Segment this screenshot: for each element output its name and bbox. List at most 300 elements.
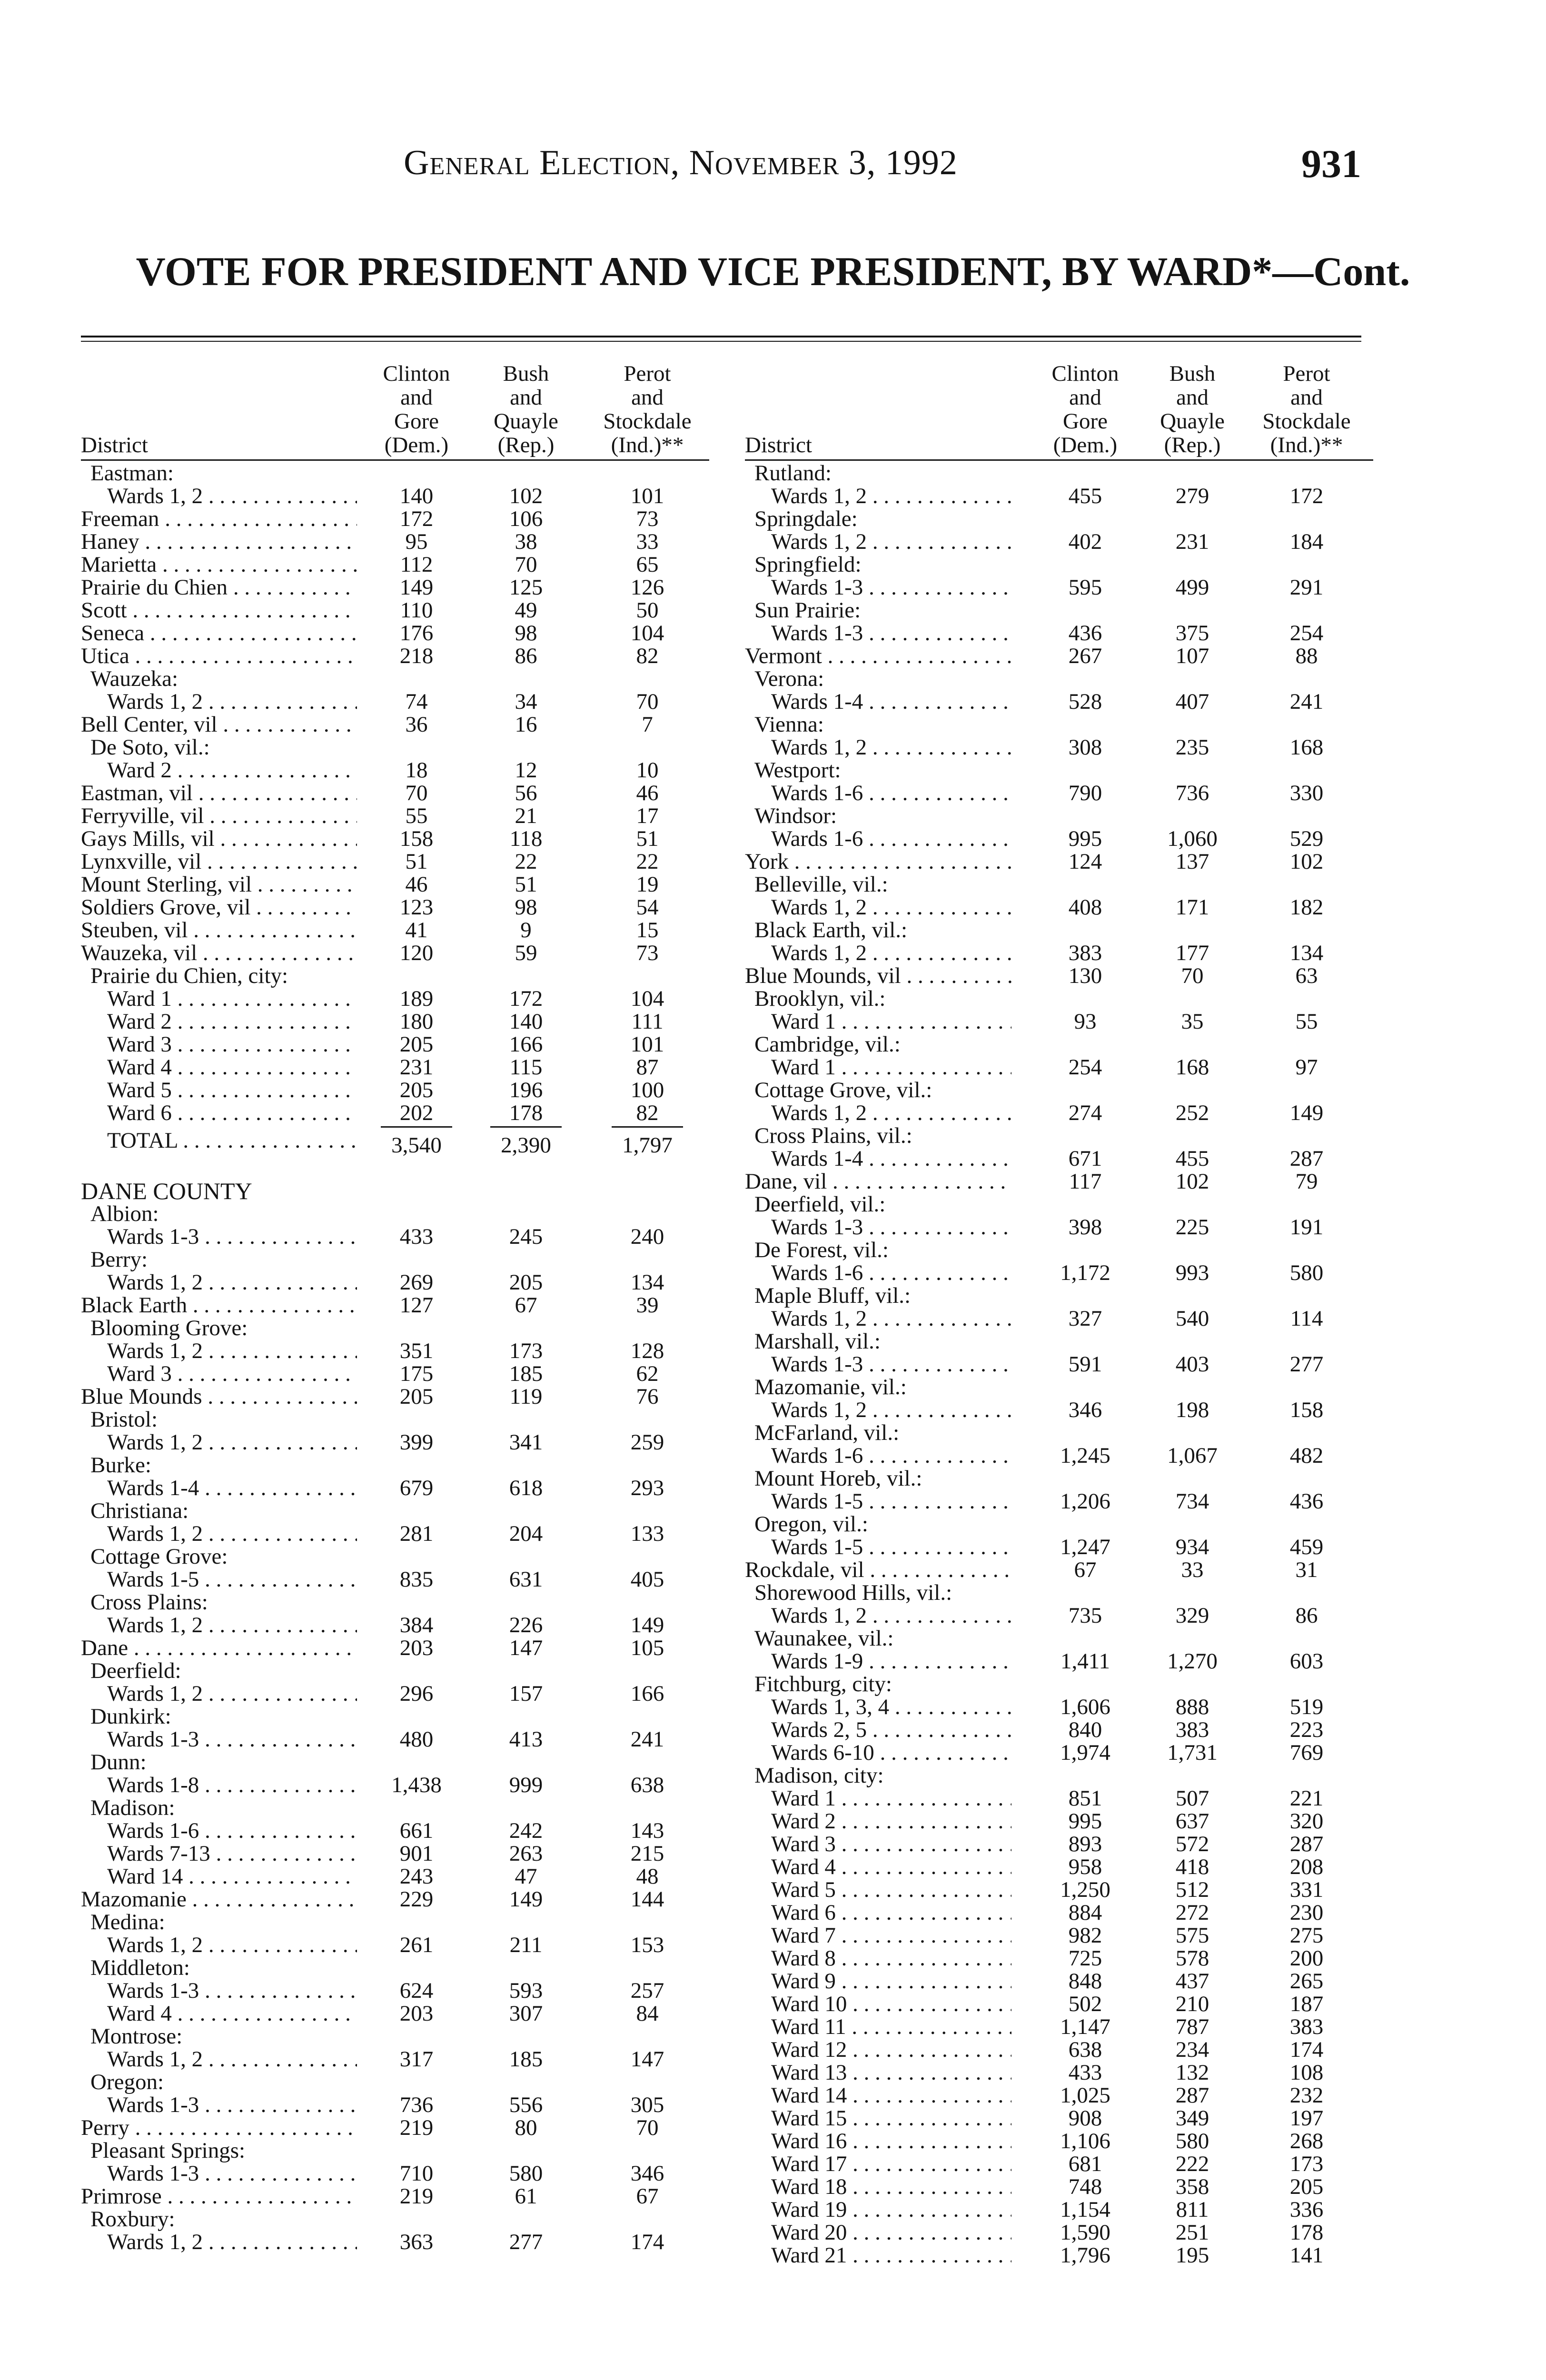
bush-quayle-value: 185	[509, 2047, 543, 2072]
total-rule	[612, 1126, 683, 1128]
ward-label: Ward 2 . . .	[745, 1810, 1011, 1833]
bush-quayle-value: 349	[1175, 2106, 1209, 2131]
perot-stockdale-value: 208	[1289, 1854, 1324, 1879]
perot-stockdale-value: 126	[630, 575, 664, 600]
ward-label: Scott . . .	[81, 599, 357, 622]
perot-stockdale-value: 97	[1295, 1055, 1318, 1080]
table-row	[81, 1751, 709, 1796]
table-row	[81, 1317, 709, 1362]
table-row	[81, 1911, 709, 1956]
district-name: Bristol:	[90, 1407, 158, 1432]
table-row	[745, 1993, 1373, 2015]
clinton-gore-value: 41	[405, 918, 428, 942]
perot-stockdale-value: 82	[636, 644, 659, 668]
ward-label: Wards 1-3 . . .	[81, 1728, 357, 1751]
clinton-gore-value: 317	[399, 2047, 434, 2072]
bush-quayle-value: 35	[1181, 1009, 1204, 1034]
ward-label: Wards 1-3 . . .	[81, 2093, 357, 2116]
clinton-gore-value: 399	[399, 1430, 434, 1455]
bush-quayle-value: 307	[509, 2001, 543, 2026]
district-name: Vienna:	[754, 712, 824, 737]
clinton-gore-value: 351	[399, 1339, 434, 1363]
ward-label: Wards 1, 2 . . .	[81, 1339, 357, 1362]
table-row	[745, 645, 1373, 667]
bush-quayle-value: 507	[1175, 1786, 1209, 1811]
table-row	[81, 736, 709, 782]
ward-label: Wards 1, 2 . . .	[745, 736, 1011, 759]
ward-label: Wards 1, 2 . . .	[745, 485, 1011, 507]
clinton-gore-value: 790	[1068, 781, 1102, 805]
ward-label: Bell Center, vil . . .	[81, 713, 357, 736]
ward-label: Wards 1, 2 . . .	[81, 1934, 357, 1956]
perot-stockdale-value: 144	[630, 1887, 664, 1912]
perot-stockdale-value: 178	[1289, 2220, 1324, 2245]
perot-stockdale-value: 277	[1289, 1352, 1324, 1377]
ward-label: Mazomanie . . .	[81, 1888, 357, 1911]
district-name: Brooklyn, vil.:	[754, 986, 886, 1011]
ward-label: Ward 21 . . .	[745, 2244, 1011, 2267]
perot-stockdale-value: 405	[630, 1567, 664, 1592]
ward-label: Eastman, vil . . .	[81, 782, 357, 804]
ward-label: Ward 3 . . .	[81, 1362, 357, 1385]
clinton-gore-value: 624	[399, 1978, 434, 2003]
ward-label: Wards 1, 2 . . .	[745, 1307, 1011, 1330]
ward-label: Black Earth . . .	[81, 1294, 357, 1317]
clinton-gore-value: 638	[1068, 2037, 1102, 2062]
table-row	[81, 507, 709, 530]
table-row	[81, 1248, 709, 1294]
left-header	[81, 343, 709, 457]
ward-label: Wards 1-4 . . .	[745, 690, 1011, 713]
perot-stockdale-value: 147	[630, 2047, 664, 2072]
ward-label: Wards 1, 2 . . .	[81, 1271, 357, 1294]
bush-quayle-value: 403	[1175, 1352, 1209, 1377]
total-row	[81, 1129, 709, 1162]
perot-stockdale-value: 143	[630, 1818, 664, 1843]
district-name: Eastman:	[90, 461, 174, 486]
clinton-gore-value: 46	[405, 872, 428, 897]
ward-label: Marietta . . .	[81, 553, 357, 576]
table-row	[745, 599, 1373, 645]
table-row	[81, 1956, 709, 2002]
clinton-gore-value: 205	[399, 1384, 434, 1409]
table-row	[81, 1454, 709, 1499]
bush-quayle-value: 999	[509, 1773, 543, 1797]
clinton-gore-value: 1,411	[1060, 1649, 1110, 1674]
ward-label: Wards 1, 2 . . .	[745, 896, 1011, 919]
perot-stockdale-value: 191	[1289, 1215, 1324, 1240]
bush-quayle-value: 185	[509, 1361, 543, 1386]
bush-quayle-value: 512	[1175, 1877, 1209, 1902]
bush-quayle-value: 242	[509, 1818, 543, 1843]
ward-label: Wards 1-3 . . .	[745, 1216, 1011, 1239]
clinton-gore-value: 502	[1068, 1992, 1102, 2016]
district-name: Maple Bluff, vil.:	[754, 1283, 911, 1308]
ward-label: Wards 1, 2 . . .	[81, 1522, 357, 1545]
clinton-gore-value: 433	[399, 1224, 434, 1249]
bush-quayle-value: 407	[1175, 689, 1209, 714]
perot-stockdale-value: 265	[1289, 1969, 1324, 1993]
table-row	[745, 873, 1373, 919]
perot-stockdale-value: 291	[1289, 575, 1324, 600]
clinton-gore-value: 202	[399, 1101, 434, 1125]
bush-quayle-value: 171	[1175, 895, 1209, 920]
bush-quayle-value: 341	[509, 1430, 543, 1455]
table-row	[745, 2015, 1373, 2038]
clinton-gore-value: 205	[399, 1032, 434, 1057]
table-row	[745, 553, 1373, 599]
table-row	[81, 919, 709, 942]
table-row	[81, 2208, 709, 2253]
table-row	[745, 1467, 1373, 1513]
ward-label: Mount Sterling, vil . . .	[81, 873, 357, 896]
perot-stockdale-value: 259	[630, 1430, 664, 1455]
top-rule-thick	[81, 336, 1361, 337]
perot-stockdale-value: 10	[636, 758, 659, 783]
perot-stockdale-value: 70	[636, 689, 659, 714]
bush-quayle-value: 578	[1175, 1946, 1209, 1971]
perot-stockdale-value: 134	[1289, 941, 1324, 965]
district-name: Waunakee, vil.:	[754, 1626, 894, 1651]
district-name: De Soto, vil.:	[90, 735, 210, 760]
table-row	[81, 1056, 709, 1079]
table-row	[745, 1239, 1373, 1284]
table-row	[745, 1376, 1373, 1421]
table-row	[745, 1741, 1373, 1764]
ward-label: Wards 1, 2 . . .	[81, 1682, 357, 1705]
table-row	[81, 1591, 709, 1636]
perot-stockdale-value: 168	[1289, 735, 1324, 760]
ward-label: Ward 6 . . .	[81, 1101, 357, 1124]
perot-header: Perot and Stockdale (Ind.)**	[603, 361, 692, 457]
district-name: Burke:	[90, 1453, 151, 1478]
table-row	[745, 2152, 1373, 2175]
ward-label: Ward 10 . . .	[745, 1993, 1011, 2015]
table-row	[81, 850, 709, 873]
ward-label: Wauzeka, vil . . .	[81, 942, 357, 964]
clinton-gore-value: 528	[1068, 689, 1102, 714]
clinton-gore-value: 995	[1068, 826, 1102, 851]
district-name: Madison:	[90, 1795, 175, 1820]
ward-label: Ward 2 . . .	[81, 759, 357, 782]
perot-stockdale-value: 230	[1289, 1900, 1324, 1925]
bush-quayle-value: 375	[1175, 621, 1209, 645]
clinton-gore-value: 219	[399, 2115, 434, 2140]
table-row	[81, 576, 709, 599]
district-name: Belleville, vil.:	[754, 872, 888, 897]
perot-stockdale-value: 529	[1289, 826, 1324, 851]
perot-stockdale-value: 232	[1289, 2083, 1324, 2108]
table-row	[81, 462, 709, 507]
clinton-gore-value: 480	[399, 1727, 434, 1752]
bush-quayle-value: 147	[509, 1636, 543, 1660]
table-row	[745, 1833, 1373, 1855]
district-name: Mazomanie, vil.:	[754, 1375, 907, 1399]
clinton-gore-value: 710	[399, 2161, 434, 2186]
table-row	[745, 964, 1373, 987]
table-row	[745, 713, 1373, 759]
bush-quayle-value: 231	[1175, 529, 1209, 554]
perot-stockdale-value: 173	[1289, 2152, 1324, 2176]
perot-stockdale-value: 149	[1289, 1101, 1324, 1125]
table-row	[81, 645, 709, 667]
ward-label: Ward 7 . . .	[745, 1924, 1011, 1947]
clinton-gore-value: 70	[405, 781, 428, 805]
bush-quayle-value: 118	[509, 826, 543, 851]
clinton-gore-value: 958	[1068, 1854, 1102, 1879]
ward-label: Wards 1, 2 . . .	[81, 690, 357, 713]
ward-label: Wards 1-3 . . .	[745, 576, 1011, 599]
clinton-gore-value: 149	[399, 575, 434, 600]
bush-quayle-value: 736	[1175, 781, 1209, 805]
perot-stockdale-value: 182	[1289, 895, 1324, 920]
clinton-gore-value: 346	[1068, 1398, 1102, 1422]
clinton-gore-value: 110	[400, 598, 433, 623]
clinton-gore-value: 735	[1068, 1603, 1102, 1628]
bush-quayle-value: 157	[509, 1681, 543, 1706]
bush-quayle-value: 61	[515, 2184, 537, 2209]
ward-label: Freeman . . .	[81, 507, 357, 530]
perot-stockdale-value: 73	[636, 941, 659, 965]
bush-quayle-value: 413	[509, 1727, 543, 1752]
ward-label: Ward 4 . . .	[81, 1056, 357, 1079]
table-row	[745, 1033, 1373, 1079]
perot-stockdale-value: 67	[636, 2184, 659, 2209]
perot-stockdale-value: 15	[636, 918, 659, 942]
ward-label: Ward 9 . . .	[745, 1970, 1011, 1993]
bush-quayle-value: 98	[515, 621, 537, 645]
perot-stockdale-value: 63	[1295, 963, 1318, 988]
ward-label: Haney . . .	[81, 530, 357, 553]
table-row	[745, 1673, 1373, 1718]
ward-label: Ward 14 . . .	[81, 1865, 357, 1888]
district-name: Black Earth, vil.:	[754, 918, 908, 942]
clinton-gore-value: 402	[1068, 529, 1102, 554]
ward-label: Ferryville, vil . . .	[81, 804, 357, 827]
bush-quayle-value: 234	[1175, 2037, 1209, 2062]
clinton-gore-value: 18	[405, 758, 428, 783]
table-row	[81, 1499, 709, 1545]
table-row	[745, 1970, 1373, 1993]
clinton-gore-value: 736	[399, 2092, 434, 2117]
bush-quayle-value: 811	[1176, 2197, 1209, 2222]
ward-label: Wards 1-6 . . .	[745, 1444, 1011, 1467]
bush-quayle-value: 102	[1175, 1169, 1209, 1194]
bush-quayle-value: 56	[515, 781, 537, 805]
perot-stockdale-value: 104	[630, 986, 664, 1011]
clinton-gore-value: 835	[399, 1567, 434, 1592]
perot-stockdale-value: 153	[630, 1933, 664, 1957]
bush-quayle-value: 166	[509, 1032, 543, 1057]
perot-stockdale-value: 174	[1289, 2037, 1324, 2062]
clinton-gore-value: 267	[1068, 644, 1102, 668]
table-row	[81, 530, 709, 553]
table-row	[81, 2002, 709, 2025]
table-row	[81, 2071, 709, 2116]
perot-stockdale-value: 305	[630, 2092, 664, 2117]
perot-stockdale-value: 82	[636, 1101, 659, 1125]
perot-stockdale-value: 33	[636, 529, 659, 554]
right-header	[745, 343, 1373, 457]
bush-quayle-value: 22	[515, 849, 537, 874]
ward-label: Ward 4 . . .	[745, 1855, 1011, 1878]
bush-quayle-value: 205	[509, 1270, 543, 1295]
ward-label: Ward 20 . . .	[745, 2221, 1011, 2244]
perot-stockdale-value: 102	[1289, 849, 1324, 874]
district-name: Middleton:	[90, 1955, 190, 1980]
clinton-gore-value: 140	[399, 484, 434, 508]
bush-quayle-value: 16	[515, 712, 537, 737]
table-row	[745, 2130, 1373, 2152]
table-row	[745, 1558, 1373, 1581]
clinton-gore-value: 123	[399, 895, 434, 920]
district-name: Cottage Grove:	[90, 1544, 228, 1569]
bush-quayle-value: 59	[515, 941, 537, 965]
table-row	[745, 2198, 1373, 2221]
ward-label: Wards 7-13 . . .	[81, 1842, 357, 1865]
bush-quayle-value: 279	[1175, 484, 1209, 508]
ward-label: Wards 1-6 . . .	[81, 1819, 357, 1842]
perot-stockdale-value: 19	[636, 872, 659, 897]
perot-stockdale-value: 7	[642, 712, 653, 737]
bush-header: Bush and Quayle (Rep.)	[1160, 361, 1225, 457]
table-row	[81, 622, 709, 645]
bush-quayle-value: 575	[1175, 1923, 1209, 1948]
bush-quayle-value: 98	[515, 895, 537, 920]
ward-label: Lynxville, vil . . .	[81, 850, 357, 873]
ward-label: Ward 8 . . .	[745, 1947, 1011, 1970]
page-number: 931	[1301, 142, 1361, 186]
table-row	[81, 1888, 709, 1911]
perot-stockdale-value: 31	[1295, 1557, 1318, 1582]
bush-quayle-value: 329	[1175, 1603, 1209, 1628]
clinton-gore-value: 1,245	[1060, 1443, 1110, 1468]
clinton-gore-value: 189	[399, 986, 434, 1011]
clinton-gore-value: 203	[399, 1636, 434, 1660]
bush-quayle-value: 140	[509, 1009, 543, 1034]
bush-quayle-value: 195	[1175, 2243, 1209, 2268]
bush-quayle-value: 106	[509, 506, 543, 531]
bush-quayle-value: 198	[1175, 1398, 1209, 1422]
perot-stockdale-value: 254	[1289, 621, 1324, 645]
table-row	[745, 850, 1373, 873]
top-rule-thin	[81, 341, 1361, 342]
perot-stockdale-value: 174	[630, 2230, 664, 2254]
district-name: Cottage Grove, vil.:	[754, 1078, 932, 1102]
table-row	[81, 964, 709, 1010]
perot-stockdale-value: 133	[630, 1521, 664, 1546]
clinton-gore-value: 455	[1068, 484, 1102, 508]
bush-header: Bush and Quayle (Rep.)	[494, 361, 558, 457]
ward-label: Blue Mounds, vil . . .	[745, 964, 1011, 987]
ward-label: Ward 18 . . .	[745, 2175, 1011, 2198]
ward-label: Gays Mills, vil . . .	[81, 827, 357, 850]
clinton-gore-value: 436	[1068, 621, 1102, 645]
district-name: Marshall, vil.:	[754, 1329, 881, 1354]
clinton-gore-value: 408	[1068, 895, 1102, 920]
bush-quayle-value: 1,067	[1167, 1443, 1218, 1468]
ward-label: Ward 5 . . .	[81, 1079, 357, 1101]
district-name: Christiana:	[90, 1498, 189, 1523]
clinton-gore-value: 681	[1068, 2152, 1102, 2176]
ward-label: York . . .	[745, 850, 1011, 873]
table-row	[81, 896, 709, 919]
right-panel	[745, 343, 1373, 2267]
table-row	[745, 1878, 1373, 1901]
perot-stockdale-value: 141	[1289, 2243, 1324, 2268]
bush-quayle-value: 12	[515, 758, 537, 783]
header-rule	[745, 459, 1373, 461]
clinton-gore-value: 383	[1068, 941, 1102, 965]
clinton-gore-value: 172	[399, 506, 434, 531]
table-row	[745, 1901, 1373, 1924]
bush-quayle-value: 618	[509, 1476, 543, 1500]
left-rows	[81, 457, 709, 2253]
ward-label: Wards 1-5 . . .	[745, 1536, 1011, 1558]
ward-label: Wards 1, 2 . . .	[81, 485, 357, 507]
ward-label: Wards 1-8 . . .	[81, 1774, 357, 1796]
clinton-gore-value: 158	[399, 826, 434, 851]
district-name: Cambridge, vil.:	[754, 1032, 901, 1057]
clinton-gore-value: 1,206	[1060, 1489, 1110, 1514]
perot-stockdale-value: 580	[1289, 1260, 1324, 1285]
perot-stockdale-value: 51	[636, 826, 659, 851]
bush-quayle-value: 172	[509, 986, 543, 1011]
ward-label: Primrose . . .	[81, 2185, 357, 2208]
perot-stockdale-value: 46	[636, 781, 659, 805]
ward-label: Ward 3 . . .	[745, 1833, 1011, 1855]
bush-quayle-value: 787	[1175, 2014, 1209, 2039]
bush-quayle-value: 51	[515, 872, 537, 897]
district-name: Pleasant Springs:	[90, 2138, 246, 2163]
clinton-gore-value: 254	[1068, 1055, 1102, 1080]
table-row	[745, 1581, 1373, 1627]
clinton-gore-value: 1,172	[1060, 1260, 1110, 1285]
clinton-gore-value: 595	[1068, 575, 1102, 600]
perot-stockdale-value: 149	[630, 1613, 664, 1637]
table-row	[745, 1079, 1373, 1124]
ward-label: Wards 1-9 . . .	[745, 1650, 1011, 1673]
ward-label: Wards 1-3 . . .	[81, 1225, 357, 1248]
clinton-gore-value: 1,147	[1060, 2014, 1110, 2039]
clinton-gore-value: 274	[1068, 1101, 1102, 1125]
perot-stockdale-value: 331	[1289, 1877, 1324, 1902]
bush-quayle-value: 211	[509, 1933, 543, 1957]
ward-label: Ward 13 . . .	[745, 2061, 1011, 2084]
clinton-gore-value: 219	[399, 2184, 434, 2209]
bush-quayle-value: 1,270	[1167, 1649, 1218, 1674]
perot-stockdale-value: 215	[630, 1841, 664, 1866]
table-row	[81, 1202, 709, 1248]
ward-label: Ward 1 . . .	[81, 987, 357, 1010]
district-name: Cross Plains:	[90, 1590, 208, 1615]
ward-label: Wards 2, 5 . . .	[745, 1718, 1011, 1741]
ward-label: Rockdale, vil . . .	[745, 1558, 1011, 1581]
bush-quayle-value: 225	[1175, 1215, 1209, 1240]
clinton-gore-value: 671	[1068, 1146, 1102, 1171]
perot-stockdale-value: 638	[630, 1773, 664, 1797]
ward-label: Dane . . .	[81, 1636, 357, 1659]
clinton-gore-value: 893	[1068, 1832, 1102, 1856]
ward-label: Ward 5 . . .	[745, 1878, 1011, 1901]
table-row	[745, 1764, 1373, 1810]
table-row	[81, 1659, 709, 1705]
bush-quayle-value: 86	[515, 644, 537, 668]
perot-stockdale-value: 65	[636, 552, 659, 577]
table-row	[81, 1545, 709, 1591]
ward-label: Wards 1-3 . . .	[745, 1353, 1011, 1376]
clinton-gore-value: 1,154	[1060, 2197, 1110, 2222]
